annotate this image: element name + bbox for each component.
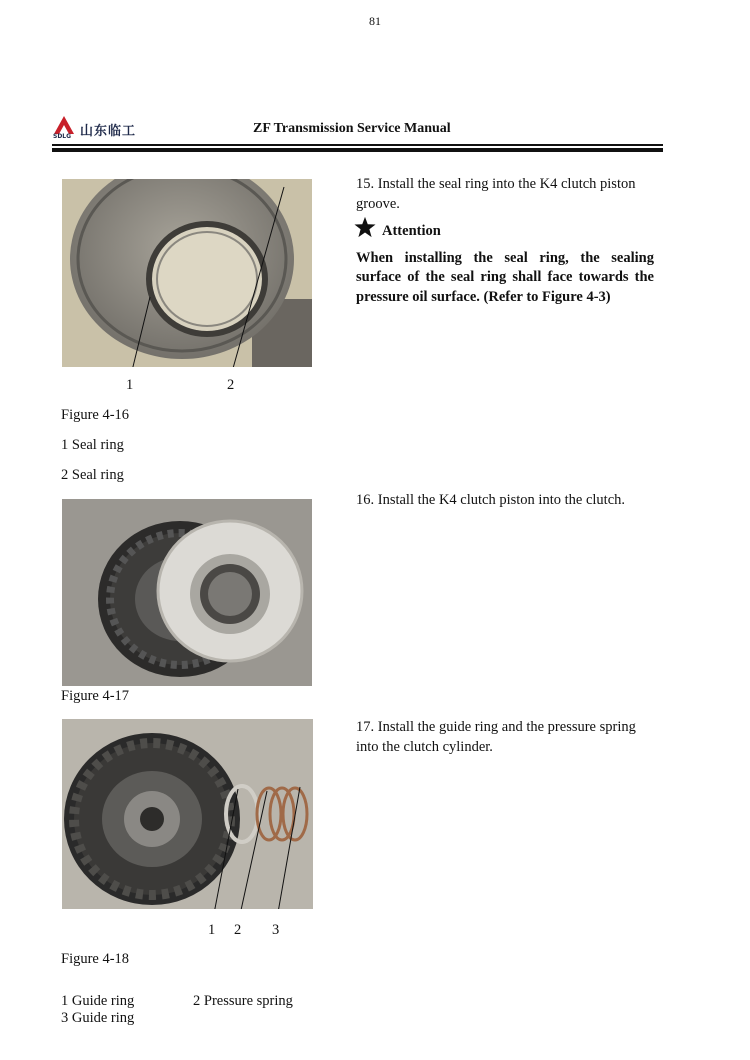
figure-4-17-caption: Figure 4-17 xyxy=(61,688,130,704)
step-15-text-line1: 15. Install the seal ring into the K4 clutch piston xyxy=(356,176,636,192)
figure-4-16-caption: Figure 4-16 xyxy=(61,407,130,423)
figure-4-17-photo xyxy=(62,499,312,686)
step-15-text-line2: groove. xyxy=(356,196,400,212)
step-16-text: 16. Install the K4 clutch piston into the clutch. xyxy=(356,492,626,508)
figure-4-18-legend-1: 1 Guide ring xyxy=(61,993,135,1009)
figure-4-16-photo xyxy=(62,179,312,367)
step-17-text-line1: 17. Install the guide ring and the pressure spring xyxy=(356,719,636,735)
attention-text-line3: pressure oil surface. (Refer to Figure 4-3) xyxy=(356,289,611,305)
figure-4-18-caption: Figure 4-18 xyxy=(61,951,130,967)
figure-4-18-legend-2: 2 Pressure spring xyxy=(193,993,293,1009)
logo-text: 山东临工 xyxy=(80,124,137,139)
figure-4-18-legend-3: 3 Guide ring xyxy=(61,1010,135,1026)
logo-triangle-mark xyxy=(54,116,74,134)
attention-star-icon xyxy=(354,216,376,238)
figure-4-18-callout-2: 2 xyxy=(234,922,242,938)
logo-subtext: SDLG xyxy=(53,133,72,140)
step-17-text-line2: into the clutch cylinder. xyxy=(356,739,493,755)
attention-label: Attention xyxy=(382,223,441,239)
figure-4-18-callout-1: 1 xyxy=(208,922,216,938)
figure-4-18-callout-3: 3 xyxy=(272,922,280,938)
figure-4-18-photo xyxy=(62,719,313,909)
figure-4-16-legend-2: 2 Seal ring xyxy=(61,467,124,483)
header-title: ZF Transmission Service Manual xyxy=(253,121,451,136)
page-number: 81 xyxy=(369,14,381,28)
attention-text-line2: surface of the seal ring shall face towards the xyxy=(356,269,654,285)
figure-4-16-callout-2: 2 xyxy=(227,377,235,393)
figure-4-16-legend-1: 1 Seal ring xyxy=(61,437,124,453)
header-rule-thin xyxy=(52,144,663,146)
header-rule-thick xyxy=(52,148,663,152)
attention-text-line1: When installing the seal ring, the sealing xyxy=(356,250,654,266)
figure-4-16-callout-1: 1 xyxy=(126,377,134,393)
